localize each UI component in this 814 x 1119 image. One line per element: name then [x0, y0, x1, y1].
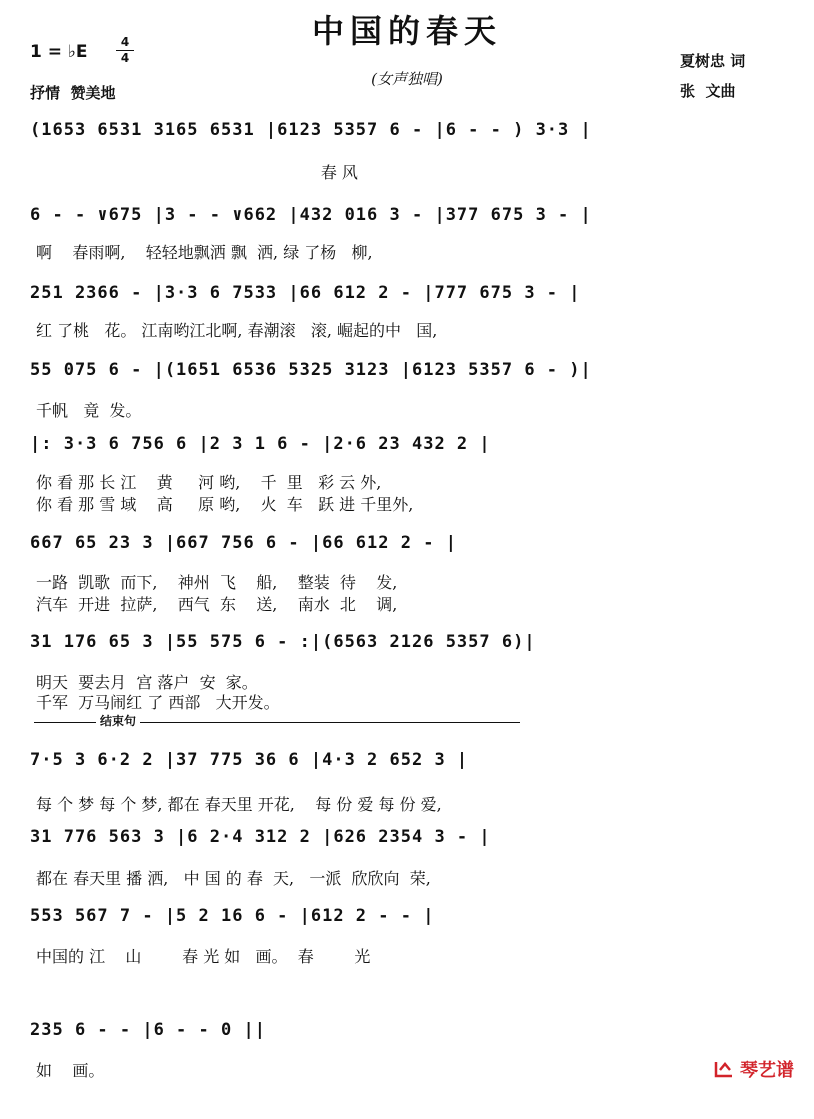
lyric-line-7a: 明天 要去月 宫 落户 安 家。 — [36, 673, 258, 692]
lyric-line-9: 都在 春天里 播 洒, 中 国 的 春 天, 一派 欣欣向 荣, — [36, 869, 431, 888]
key-signature: 1 = ♭E — [30, 42, 88, 62]
notation-line-1: (1653 6531 3165 6531 |6123 5357 6 - |6 - - ) 3·3 | — [30, 120, 592, 140]
lyric-line-5b: 你 看 那 雪 域 高 原 哟, 火 车 跃 进 千里外, — [36, 495, 414, 514]
notation-line-11: 235 6 - - |6 - - 0 || — [30, 1020, 266, 1040]
time-signature-top: 4 — [120, 35, 130, 49]
watermark-logo-icon — [712, 1058, 736, 1080]
lyric-line-7b: 千军 万马闹红 了 西部 大开发。 — [36, 693, 280, 712]
notation-line-4: 55 075 6 - |(1651 6536 5325 3123 |6123 5357 6 - )| — [30, 360, 592, 380]
composer-credit: 张 文曲 — [680, 82, 736, 100]
ending-label: 结束句 — [96, 712, 140, 729]
subtitle: (女声独唱) — [371, 70, 443, 88]
lyric-line-6b: 汽车 开进 拉萨, 西气 东 送, 南水 北 调, — [36, 595, 398, 614]
song-title: 中国的春天 — [311, 12, 502, 50]
notation-line-8: 7·5 3 6·2 2 |37 775 36 6 |4·3 2 652 3 | — [30, 750, 469, 770]
lyric-line-1: 春 风 — [36, 163, 358, 182]
notation-line-3: 251 2366 - |3·3 6 7533 |66 612 2 - |777 675 3 - | — [30, 283, 581, 303]
notation-line-10: 553 567 7 - |5 2 16 6 - |612 2 - - | — [30, 906, 435, 926]
notation-line-7: 31 176 65 3 |55 575 6 - :|(6563 2126 5357 6)| — [30, 632, 536, 652]
time-signature — [116, 36, 134, 65]
expression-marking: 抒情 赞美地 — [30, 84, 116, 102]
lyric-line-6a: 一路 凯歌 而下, 神州 飞 船, 整装 待 发, — [36, 573, 398, 592]
watermark — [712, 1056, 794, 1119]
lyric-line-4: 千帆 竟 发。 — [36, 401, 142, 420]
lyric-line-3: 红 了桃 花。 江南哟江北啊, 春潮滚 滚, 崛起的中 国, — [36, 321, 438, 340]
notation-line-5: |: 3·3 6 756 6 |2 3 1 6 - |2·6 23 432 2 | — [30, 434, 491, 454]
lyric-line-2: 啊 春雨啊, 轻轻地飘洒 飘 洒, 绿 了杨 柳, — [36, 243, 373, 262]
lyric-line-10: 中国的 江 山 春 光 如 画。 春 光 — [36, 947, 371, 966]
notation-line-6: 667 65 23 3 |667 756 6 - |66 612 2 - | — [30, 533, 457, 553]
lyric-line-8: 每 个 梦 每 个 梦, 都在 春天里 开花, 每 份 爱 每 份 爱, — [36, 795, 442, 814]
lyric-line-11: 如 画。 — [36, 1061, 105, 1080]
time-signature-bottom: 4 — [120, 51, 130, 65]
watermark-text: 琴艺谱 — [740, 1060, 794, 1081]
notation-line-9: 31 776 563 3 |6 2·4 312 2 |626 2354 3 - | — [30, 827, 491, 847]
lyricist-credit: 夏树忠 词 — [680, 52, 746, 70]
lyric-line-5a: 你 看 那 长 江 黄 河 哟, 千 里 彩 云 外, — [36, 473, 382, 492]
notation-line-2: 6 - - ∨675 |3 - - ∨662 |432 016 3 - |377 675 3 - | — [30, 205, 592, 225]
